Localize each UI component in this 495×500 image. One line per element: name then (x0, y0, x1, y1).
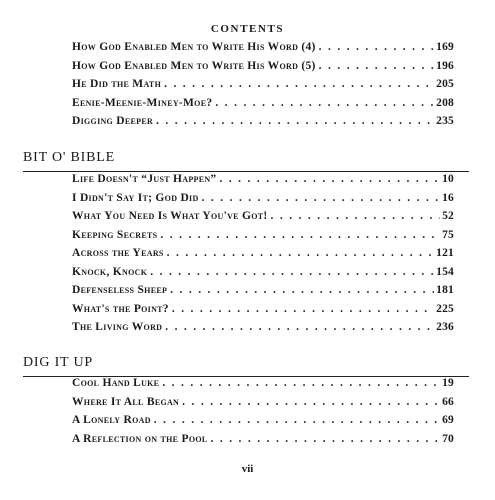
toc-entry[interactable] (72, 266, 454, 285)
section-rule (23, 171, 469, 172)
dot-leader (219, 173, 440, 185)
dot-leader (319, 41, 434, 53)
toc-entry-title: Keeping Secrets (72, 228, 158, 241)
dot-leader (182, 396, 440, 408)
toc-entry[interactable] (72, 414, 454, 433)
toc-entry-title: What's the Point? (72, 302, 169, 315)
toc-entry-page: 52 (442, 210, 454, 222)
toc-entry-title: Eenie-Meenie-Miney-Moe? (72, 96, 213, 109)
toc-entry[interactable] (72, 303, 454, 322)
section-heading-dig-it-up: DIG IT UP (23, 355, 93, 370)
toc-entry[interactable] (72, 284, 454, 303)
toc-entry[interactable] (72, 97, 454, 116)
toc-section-bit-o-bible (72, 173, 454, 340)
dot-leader (160, 229, 440, 241)
toc-entry-page: 66 (442, 395, 454, 408)
toc-entry[interactable] (72, 192, 454, 211)
dot-leader (156, 115, 434, 127)
toc-entry[interactable] (72, 247, 454, 266)
dot-leader (211, 433, 441, 445)
toc-entry-title: He Did the Math (72, 78, 162, 90)
toc-entry[interactable] (72, 115, 454, 134)
toc-entry[interactable] (72, 41, 454, 60)
toc-section-continued (72, 41, 454, 134)
toc-entry-title: Across the Years (72, 247, 164, 259)
toc-entry[interactable] (72, 60, 454, 79)
toc-entry[interactable] (72, 173, 454, 192)
toc-entry[interactable] (72, 78, 454, 97)
toc-entry-page: 10 (442, 173, 454, 185)
toc-entry-page: 196 (436, 59, 454, 72)
toc-entry-page: 75 (442, 228, 454, 241)
dot-leader (167, 247, 434, 259)
section-heading-bit-o-bible: BIT O' BIBLE (23, 150, 115, 165)
toc-entry[interactable] (72, 377, 454, 396)
dot-leader (172, 303, 434, 315)
toc-entry-title: How God Enabled Men to Write His Word (4) (72, 41, 316, 53)
toc-entry-page: 235 (436, 115, 454, 127)
toc-entry-title: How God Enabled Men to Write His Word (5) (72, 59, 316, 72)
toc-entry-page: 154 (436, 265, 454, 278)
toc-entry-page: 70 (442, 432, 454, 445)
toc-entry-page: 69 (442, 414, 454, 426)
toc-entry-page: 121 (436, 247, 454, 259)
dot-leader (202, 192, 441, 204)
toc-entry-page: 208 (436, 96, 454, 109)
dot-leader (271, 210, 441, 222)
dot-leader (162, 377, 440, 389)
toc-entry-page: 205 (436, 78, 454, 90)
toc-entry[interactable] (72, 321, 454, 340)
dot-leader (150, 266, 434, 278)
toc-entry[interactable] (72, 229, 454, 248)
toc-entry-title: I Didn't Say It; God Did (72, 191, 199, 204)
dot-leader (215, 97, 434, 109)
toc-entry[interactable] (72, 433, 454, 452)
toc-entry-title: Digging Deeper (72, 115, 154, 127)
toc-entry-title: Life Doesn't “Just Happen” (72, 173, 217, 185)
toc-entry-page: 225 (436, 302, 454, 315)
toc-entry-page: 16 (442, 191, 454, 204)
dot-leader (165, 321, 434, 333)
dot-leader (154, 414, 440, 426)
dot-leader (164, 78, 434, 90)
toc-entry-title: The Living Word (72, 321, 163, 333)
toc-entry[interactable] (72, 210, 454, 229)
toc-entry[interactable] (72, 396, 454, 415)
toc-entry-title: Where It All Began (72, 395, 180, 408)
dot-leader (319, 60, 434, 72)
toc-entry-title: A Lonely Road (72, 414, 151, 426)
toc-entry-page: 19 (442, 377, 454, 389)
toc-entry-title: Cool Hand Luke (72, 377, 160, 389)
toc-entry-title: Defenseless Sheep (72, 284, 168, 296)
toc-section-dig-it-up (72, 377, 454, 451)
toc-entry-page: 236 (436, 321, 454, 333)
toc-entry-title: What You Need Is What You've Got! (72, 210, 268, 222)
toc-entry-title: Knock, Knock (72, 265, 148, 278)
page-number: vii (241, 463, 254, 475)
toc-entry-title: A Reflection on the Pool (72, 432, 208, 445)
toc-entry-page: 169 (436, 41, 454, 53)
dot-leader (170, 284, 434, 296)
toc-entry-page: 181 (436, 284, 454, 296)
running-head: CONTENTS (210, 23, 285, 35)
